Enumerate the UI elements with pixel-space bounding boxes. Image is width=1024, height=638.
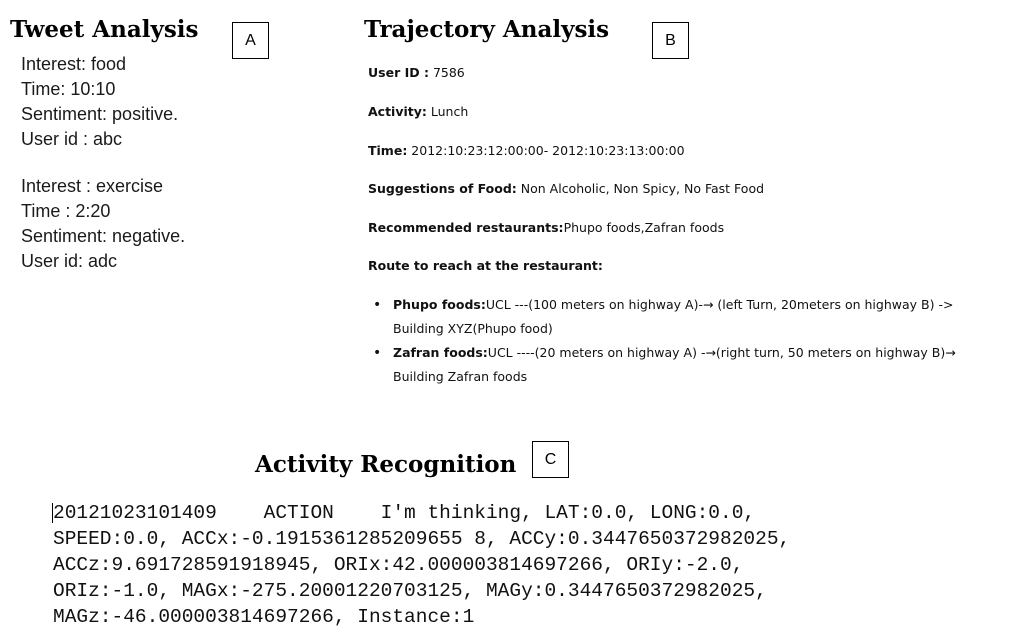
user-id-label: User ID : <box>368 65 429 80</box>
sensor-log[interactable] <box>53 500 790 630</box>
tweet-user-id: User id: adc <box>21 251 118 271</box>
route-directions: UCL ----(20 meters on highway A) -→(right turn, 50 meters on highway B)→ <box>487 345 956 360</box>
activity-value: Lunch <box>426 104 469 119</box>
route-heading: Route to reach at the restaurant: <box>368 258 603 273</box>
time-row <box>368 143 685 158</box>
food-suggestions-value: Non Alcoholic, Non Spicy, No Fast Food <box>516 181 765 196</box>
recommended-restaurants-label: Recommended restaurants: <box>368 220 564 235</box>
route-list <box>373 293 1018 389</box>
tweet-interest: Interest : exercise <box>21 176 164 196</box>
user-id-row <box>368 65 465 80</box>
activity-label: Activity: <box>368 104 427 119</box>
list-item <box>373 341 1018 389</box>
log-line: ACCz:9.691728591918945, ORIx:42.000003814697266, ORIy:-2.0, <box>53 554 744 576</box>
panel-a-label: A <box>232 22 269 59</box>
panel-b-label: B <box>652 22 689 59</box>
food-suggestions-label: Suggestions of Food: <box>368 181 517 196</box>
activity-recognition-title: Activity Recognition <box>255 451 517 478</box>
bullet-icon: • <box>373 297 382 313</box>
tweet-analysis-title: Tweet Analysis <box>10 16 199 43</box>
route-destination: Building Zafran foods <box>393 369 528 384</box>
trajectory-analysis-title: Trajectory Analysis <box>364 16 610 43</box>
tweet-time: Time: 10:10 <box>21 79 116 99</box>
tweet-sentiment: Sentiment: positive. <box>21 104 179 124</box>
log-line: ORIz:-1.0, MAGx:-275.20001220703125, MAGy:0.3447650372982025, <box>53 580 767 602</box>
bullet-icon: • <box>373 345 382 361</box>
route-name: Phupo foods: <box>393 297 486 312</box>
recommended-restaurants-row <box>368 220 724 235</box>
activity-row <box>368 104 468 119</box>
tweet-sentiment: Sentiment: negative. <box>21 226 186 246</box>
food-suggestions-row <box>368 181 764 196</box>
tweet-user-id: User id : abc <box>21 129 123 149</box>
panel-c-label: C <box>532 441 569 478</box>
recommended-restaurants-value: Phupo foods,Zafran foods <box>563 220 725 235</box>
log-line: 20121023101409 ACTION I'm thinking, LAT:0.0, LONG:0.0, <box>53 502 756 524</box>
route-directions: UCL ---(100 meters on highway A)-→ (left Turn, 20meters on highway B) -> <box>485 297 954 312</box>
tweet-interest: Interest: food <box>21 54 127 74</box>
time-label: Time: <box>368 143 408 158</box>
tweet-record-1 <box>21 52 178 152</box>
log-line: SPEED:0.0, ACCx:-0.1915361285209655 8, ACCy:0.3447650372982025, <box>53 528 791 550</box>
route-name: Zafran foods: <box>393 345 488 360</box>
list-item <box>373 293 1018 341</box>
route-destination: Building XYZ(Phupo food) <box>393 321 553 336</box>
tweet-time: Time : 2:20 <box>21 201 111 221</box>
log-line: MAGz:-46.000003814697266, Instance:1 <box>53 606 475 628</box>
tweet-record-2 <box>21 174 185 274</box>
user-id-value: 7586 <box>428 65 465 80</box>
time-value: 2012:10:23:12:00:00- 2012:10:23:13:00:00 <box>407 143 685 158</box>
